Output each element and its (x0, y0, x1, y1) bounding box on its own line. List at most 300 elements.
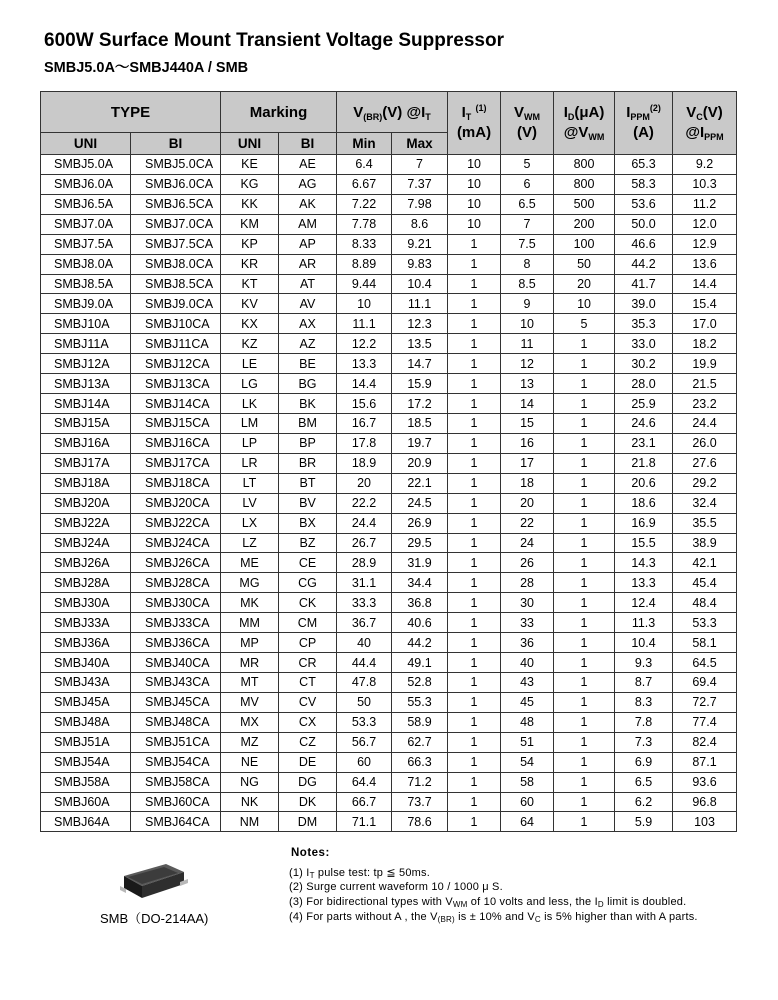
cell-marking-bi: CX (279, 712, 337, 732)
note-1: (1) $I_T$ pulse test: tp ≦ 50ms. (289, 867, 430, 880)
cell-id: 1 (554, 394, 615, 414)
cell-type-uni: SMBJ9.0A (41, 294, 131, 314)
table-row (41, 314, 737, 334)
table-row (41, 553, 737, 573)
cell-vbr-max: 29.5 (392, 533, 448, 553)
table-row (41, 752, 737, 772)
cell-vc: 9.2 (673, 155, 737, 175)
cell-it: 1 (448, 593, 501, 613)
cell-type-uni: SMBJ28A (41, 573, 131, 593)
cell-marking-uni: NM (221, 812, 279, 832)
cell-marking-uni: MK (221, 593, 279, 613)
cell-vwm: 28 (501, 573, 554, 593)
cell-id: 1 (554, 752, 615, 772)
cell-vc: 27.6 (673, 453, 737, 473)
cell-vc: 45.4 (673, 573, 737, 593)
cell-type-uni: SMBJ58A (41, 772, 131, 792)
note-4: (4) For parts without A , the $V_{(BR)}$ is ± 10% and $V_C$ is 5% higher than with A parts. (289, 911, 698, 924)
cell-vbr-max: 11.1 (392, 294, 448, 314)
cell-type-bi: SMBJ7.0CA (131, 214, 221, 234)
cell-marking-uni: KE (221, 155, 279, 175)
cell-ippm: 6.5 (615, 772, 673, 792)
table-row (41, 234, 737, 254)
cell-type-bi: SMBJ8.0CA (131, 254, 221, 274)
cell-it: 1 (448, 294, 501, 314)
header-it: $I_T$ $^{(1)}$ (mA) (448, 92, 501, 155)
cell-marking-bi: DM (279, 812, 337, 832)
cell-vc: 103 (673, 812, 737, 832)
header-vc: $V_C(V)$ $@I_{PPM}$ (673, 92, 737, 155)
cell-vbr-max: 7 (392, 155, 448, 175)
cell-marking-bi: CE (279, 553, 337, 573)
cell-it: 1 (448, 394, 501, 414)
cell-it: 1 (448, 772, 501, 792)
cell-vwm: 48 (501, 712, 554, 732)
cell-type-uni: SMBJ48A (41, 712, 131, 732)
cell-vbr-max: 12.3 (392, 314, 448, 334)
cell-type-bi: SMBJ51CA (131, 732, 221, 752)
cell-marking-bi: CZ (279, 732, 337, 752)
table-row (41, 374, 737, 394)
cell-it: 1 (448, 334, 501, 354)
table-row (41, 493, 737, 513)
cell-marking-bi: CT (279, 672, 337, 692)
cell-marking-bi: CP (279, 633, 337, 653)
cell-vbr-min: 11.1 (337, 314, 392, 334)
cell-vc: 12.9 (673, 234, 737, 254)
cell-vbr-max: 40.6 (392, 613, 448, 633)
cell-id: 1 (554, 772, 615, 792)
cell-ippm: 9.3 (615, 653, 673, 673)
cell-vbr-max: 9.21 (392, 234, 448, 254)
cell-it: 1 (448, 513, 501, 533)
cell-ippm: 21.8 (615, 453, 673, 473)
cell-marking-uni: LR (221, 453, 279, 473)
cell-vbr-max: 49.1 (392, 653, 448, 673)
cell-vc: 13.6 (673, 254, 737, 274)
cell-vbr-min: 8.33 (337, 234, 392, 254)
cell-type-bi: SMBJ15CA (131, 413, 221, 433)
cell-id: 1 (554, 692, 615, 712)
cell-type-uni: SMBJ54A (41, 752, 131, 772)
cell-id: 1 (554, 573, 615, 593)
cell-vbr-max: 78.6 (392, 812, 448, 832)
cell-vbr-max: 73.7 (392, 792, 448, 812)
cell-vbr-max: 9.83 (392, 254, 448, 274)
cell-it: 1 (448, 354, 501, 374)
cell-id: 1 (554, 553, 615, 573)
cell-marking-uni: LX (221, 513, 279, 533)
cell-type-bi: SMBJ33CA (131, 613, 221, 633)
cell-vwm: 36 (501, 633, 554, 653)
cell-marking-bi: BE (279, 354, 337, 374)
cell-marking-uni: LZ (221, 533, 279, 553)
cell-it: 1 (448, 274, 501, 294)
cell-marking-bi: BK (279, 394, 337, 414)
cell-vwm: 7 (501, 214, 554, 234)
cell-vwm: 9 (501, 294, 554, 314)
cell-ippm: 6.9 (615, 752, 673, 772)
cell-vbr-min: 18.9 (337, 453, 392, 473)
header-type-bi: BI (131, 133, 221, 155)
cell-ippm: 24.6 (615, 413, 673, 433)
cell-vwm: 64 (501, 812, 554, 832)
cell-it: 10 (448, 214, 501, 234)
cell-it: 1 (448, 752, 501, 772)
cell-type-uni: SMBJ64A (41, 812, 131, 832)
cell-it: 10 (448, 174, 501, 194)
cell-vwm: 17 (501, 453, 554, 473)
table-row (41, 672, 737, 692)
cell-it: 10 (448, 194, 501, 214)
cell-vc: 42.1 (673, 553, 737, 573)
cell-type-bi: SMBJ43CA (131, 672, 221, 692)
cell-marking-bi: AM (279, 214, 337, 234)
cell-id: 1 (554, 633, 615, 653)
cell-marking-bi: CR (279, 653, 337, 673)
cell-vbr-max: 58.9 (392, 712, 448, 732)
cell-id: 200 (554, 214, 615, 234)
cell-marking-bi: BR (279, 453, 337, 473)
cell-marking-uni: KX (221, 314, 279, 334)
cell-ippm: 8.3 (615, 692, 673, 712)
notes-title: Notes: (291, 847, 330, 859)
cell-marking-uni: LT (221, 473, 279, 493)
cell-type-bi: SMBJ18CA (131, 473, 221, 493)
table-row (41, 433, 737, 453)
cell-ippm: 14.3 (615, 553, 673, 573)
cell-marking-bi: DK (279, 792, 337, 812)
cell-it: 1 (448, 672, 501, 692)
cell-ippm: 8.7 (615, 672, 673, 692)
cell-type-bi: SMBJ48CA (131, 712, 221, 732)
table-row (41, 194, 737, 214)
cell-marking-uni: KP (221, 234, 279, 254)
cell-vwm: 58 (501, 772, 554, 792)
cell-vc: 11.2 (673, 194, 737, 214)
cell-vbr-max: 7.37 (392, 174, 448, 194)
cell-id: 1 (554, 672, 615, 692)
cell-type-uni: SMBJ6.0A (41, 174, 131, 194)
table-row (41, 772, 737, 792)
cell-type-uni: SMBJ36A (41, 633, 131, 653)
cell-type-uni: SMBJ8.0A (41, 254, 131, 274)
table-row (41, 613, 737, 633)
cell-type-uni: SMBJ17A (41, 453, 131, 473)
cell-ippm: 30.2 (615, 354, 673, 374)
cell-type-uni: SMBJ14A (41, 394, 131, 414)
cell-id: 5 (554, 314, 615, 334)
cell-vwm: 22 (501, 513, 554, 533)
cell-vc: 23.2 (673, 394, 737, 414)
cell-type-uni: SMBJ18A (41, 473, 131, 493)
cell-vbr-min: 47.8 (337, 672, 392, 692)
cell-vbr-min: 16.7 (337, 413, 392, 433)
cell-marking-bi: CG (279, 573, 337, 593)
cell-type-bi: SMBJ6.0CA (131, 174, 221, 194)
cell-ippm: 18.6 (615, 493, 673, 513)
cell-ippm: 65.3 (615, 155, 673, 175)
cell-marking-bi: AX (279, 314, 337, 334)
cell-type-bi: SMBJ14CA (131, 394, 221, 414)
cell-vwm: 6.5 (501, 194, 554, 214)
cell-vc: 72.7 (673, 692, 737, 712)
cell-vbr-max: 7.98 (392, 194, 448, 214)
header-ippm: $I_{PPM}^{(2)}$ (A) (615, 92, 673, 155)
cell-vbr-max: 17.2 (392, 394, 448, 414)
cell-vc: 24.4 (673, 413, 737, 433)
cell-type-uni: SMBJ60A (41, 792, 131, 812)
cell-vbr-max: 13.5 (392, 334, 448, 354)
cell-vbr-max: 31.9 (392, 553, 448, 573)
cell-vbr-max: 52.8 (392, 672, 448, 692)
cell-ippm: 20.6 (615, 473, 673, 493)
cell-id: 1 (554, 493, 615, 513)
table-row (41, 334, 737, 354)
cell-type-uni: SMBJ12A (41, 354, 131, 374)
cell-it: 1 (448, 633, 501, 653)
cell-marking-uni: MV (221, 692, 279, 712)
cell-vwm: 54 (501, 752, 554, 772)
cell-id: 500 (554, 194, 615, 214)
header-marking-bi: BI (279, 133, 337, 155)
cell-ippm: 5.9 (615, 812, 673, 832)
cell-type-bi: SMBJ45CA (131, 692, 221, 712)
table-row (41, 254, 737, 274)
cell-type-uni: SMBJ6.5A (41, 194, 131, 214)
cell-ippm: 53.6 (615, 194, 673, 214)
table-row (41, 633, 737, 653)
header-vwm: $V_{WM}$ (V) (501, 92, 554, 155)
cell-it: 1 (448, 234, 501, 254)
cell-vc: 35.5 (673, 513, 737, 533)
cell-vwm: 13 (501, 374, 554, 394)
cell-id: 20 (554, 274, 615, 294)
cell-ippm: 11.3 (615, 613, 673, 633)
cell-id: 1 (554, 354, 615, 374)
cell-it: 1 (448, 254, 501, 274)
cell-type-bi: SMBJ30CA (131, 593, 221, 613)
cell-type-bi: SMBJ54CA (131, 752, 221, 772)
package-label: SMB（DO-214AA) (100, 911, 209, 926)
cell-vwm: 8 (501, 254, 554, 274)
cell-vc: 96.8 (673, 792, 737, 812)
cell-id: 1 (554, 593, 615, 613)
cell-vbr-min: 22.2 (337, 493, 392, 513)
cell-vbr-min: 53.3 (337, 712, 392, 732)
cell-type-bi: SMBJ24CA (131, 533, 221, 553)
cell-it: 1 (448, 433, 501, 453)
cell-id: 1 (554, 473, 615, 493)
cell-it: 1 (448, 533, 501, 553)
cell-vc: 17.0 (673, 314, 737, 334)
document-subtitle: SMBJ5.0A～SMBJ440A / SMB (44, 60, 249, 76)
cell-vbr-min: 36.7 (337, 613, 392, 633)
cell-type-uni: SMBJ15A (41, 413, 131, 433)
cell-vbr-max: 62.7 (392, 732, 448, 752)
table-row (41, 732, 737, 752)
cell-vbr-max: 24.5 (392, 493, 448, 513)
cell-vbr-max: 55.3 (392, 692, 448, 712)
cell-marking-uni: NE (221, 752, 279, 772)
table-row (41, 513, 737, 533)
cell-vc: 10.3 (673, 174, 737, 194)
cell-vwm: 10 (501, 314, 554, 334)
cell-marking-bi: AP (279, 234, 337, 254)
cell-vwm: 5 (501, 155, 554, 175)
header-marking-uni: UNI (221, 133, 279, 155)
cell-type-uni: SMBJ24A (41, 533, 131, 553)
cell-id: 50 (554, 254, 615, 274)
cell-marking-uni: MR (221, 653, 279, 673)
cell-id: 800 (554, 174, 615, 194)
header-id: $I_D(\mu A)$ $@V_{WM}$ (554, 92, 615, 155)
cell-vc: 93.6 (673, 772, 737, 792)
cell-id: 1 (554, 792, 615, 812)
cell-ippm: 50.0 (615, 214, 673, 234)
cell-vc: 64.5 (673, 653, 737, 673)
cell-vbr-max: 15.9 (392, 374, 448, 394)
cell-type-uni: SMBJ7.0A (41, 214, 131, 234)
cell-type-bi: SMBJ26CA (131, 553, 221, 573)
table-row (41, 792, 737, 812)
cell-vwm: 40 (501, 653, 554, 673)
cell-marking-bi: DE (279, 752, 337, 772)
cell-marking-bi: BV (279, 493, 337, 513)
table-row (41, 533, 737, 553)
cell-marking-bi: AE (279, 155, 337, 175)
cell-id: 1 (554, 413, 615, 433)
table-row (41, 653, 737, 673)
cell-marking-uni: LV (221, 493, 279, 513)
cell-vbr-min: 15.6 (337, 394, 392, 414)
cell-marking-uni: KT (221, 274, 279, 294)
cell-vc: 48.4 (673, 593, 737, 613)
cell-it: 1 (448, 493, 501, 513)
cell-ippm: 35.3 (615, 314, 673, 334)
cell-marking-bi: AV (279, 294, 337, 314)
cell-marking-uni: NG (221, 772, 279, 792)
cell-vbr-min: 7.78 (337, 214, 392, 234)
cell-vwm: 7.5 (501, 234, 554, 254)
cell-it: 1 (448, 413, 501, 433)
cell-it: 1 (448, 553, 501, 573)
cell-vwm: 45 (501, 692, 554, 712)
cell-it: 1 (448, 573, 501, 593)
cell-type-bi: SMBJ20CA (131, 493, 221, 513)
cell-type-uni: SMBJ45A (41, 692, 131, 712)
cell-ippm: 12.4 (615, 593, 673, 613)
cell-vbr-min: 10 (337, 294, 392, 314)
header-vbr-min: Min (337, 133, 392, 155)
cell-id: 1 (554, 374, 615, 394)
cell-id: 800 (554, 155, 615, 175)
cell-ippm: 25.9 (615, 394, 673, 414)
cell-vc: 82.4 (673, 732, 737, 752)
cell-type-bi: SMBJ12CA (131, 354, 221, 374)
cell-vwm: 11 (501, 334, 554, 354)
cell-vbr-min: 14.4 (337, 374, 392, 394)
cell-marking-bi: CM (279, 613, 337, 633)
note-2: (2) Surge current waveform 10 / 1000 μ S. (289, 881, 503, 893)
cell-vwm: 20 (501, 493, 554, 513)
cell-ippm: 10.4 (615, 633, 673, 653)
table-row (41, 593, 737, 613)
cell-vbr-max: 14.7 (392, 354, 448, 374)
cell-it: 1 (448, 374, 501, 394)
cell-type-uni: SMBJ43A (41, 672, 131, 692)
cell-vbr-min: 8.89 (337, 254, 392, 274)
cell-type-bi: SMBJ28CA (131, 573, 221, 593)
cell-type-uni: SMBJ8.5A (41, 274, 131, 294)
cell-type-bi: SMBJ36CA (131, 633, 221, 653)
cell-vc: 53.3 (673, 613, 737, 633)
cell-id: 1 (554, 732, 615, 752)
cell-marking-uni: NK (221, 792, 279, 812)
cell-marking-bi: BM (279, 413, 337, 433)
cell-marking-bi: AK (279, 194, 337, 214)
cell-vwm: 16 (501, 433, 554, 453)
header-vbr: $V_{(BR)}(V)$ $@I_T$ (337, 92, 448, 133)
cell-it: 1 (448, 453, 501, 473)
cell-marking-uni: KG (221, 174, 279, 194)
cell-marking-uni: LK (221, 394, 279, 414)
cell-ippm: 39.0 (615, 294, 673, 314)
cell-vbr-min: 6.4 (337, 155, 392, 175)
cell-marking-uni: KR (221, 254, 279, 274)
cell-vbr-max: 71.2 (392, 772, 448, 792)
cell-vwm: 12 (501, 354, 554, 374)
cell-marking-uni: MZ (221, 732, 279, 752)
cell-id: 1 (554, 812, 615, 832)
cell-marking-bi: AR (279, 254, 337, 274)
cell-it: 1 (448, 692, 501, 712)
cell-id: 1 (554, 712, 615, 732)
cell-vbr-max: 8.6 (392, 214, 448, 234)
cell-type-bi: SMBJ16CA (131, 433, 221, 453)
cell-vc: 87.1 (673, 752, 737, 772)
cell-marking-bi: CV (279, 692, 337, 712)
cell-it: 10 (448, 155, 501, 175)
cell-type-bi: SMBJ9.0CA (131, 294, 221, 314)
cell-marking-uni: MX (221, 712, 279, 732)
cell-vbr-min: 33.3 (337, 593, 392, 613)
cell-marking-uni: LP (221, 433, 279, 453)
cell-type-uni: SMBJ51A (41, 732, 131, 752)
cell-type-uni: SMBJ26A (41, 553, 131, 573)
cell-it: 1 (448, 732, 501, 752)
table-row (41, 812, 737, 832)
cell-marking-uni: LM (221, 413, 279, 433)
smb-package-icon (120, 858, 188, 904)
cell-vbr-min: 31.1 (337, 573, 392, 593)
table-row (41, 692, 737, 712)
cell-marking-uni: MM (221, 613, 279, 633)
cell-vbr-min: 44.4 (337, 653, 392, 673)
table-row (41, 712, 737, 732)
table-row (41, 573, 737, 593)
cell-type-bi: SMBJ60CA (131, 792, 221, 812)
cell-ippm: 41.7 (615, 274, 673, 294)
cell-type-bi: SMBJ40CA (131, 653, 221, 673)
cell-vbr-max: 34.4 (392, 573, 448, 593)
cell-vbr-max: 66.3 (392, 752, 448, 772)
cell-vc: 69.4 (673, 672, 737, 692)
header-type: TYPE (41, 92, 221, 133)
cell-vbr-min: 17.8 (337, 433, 392, 453)
cell-vbr-min: 40 (337, 633, 392, 653)
cell-vc: 38.9 (673, 533, 737, 553)
